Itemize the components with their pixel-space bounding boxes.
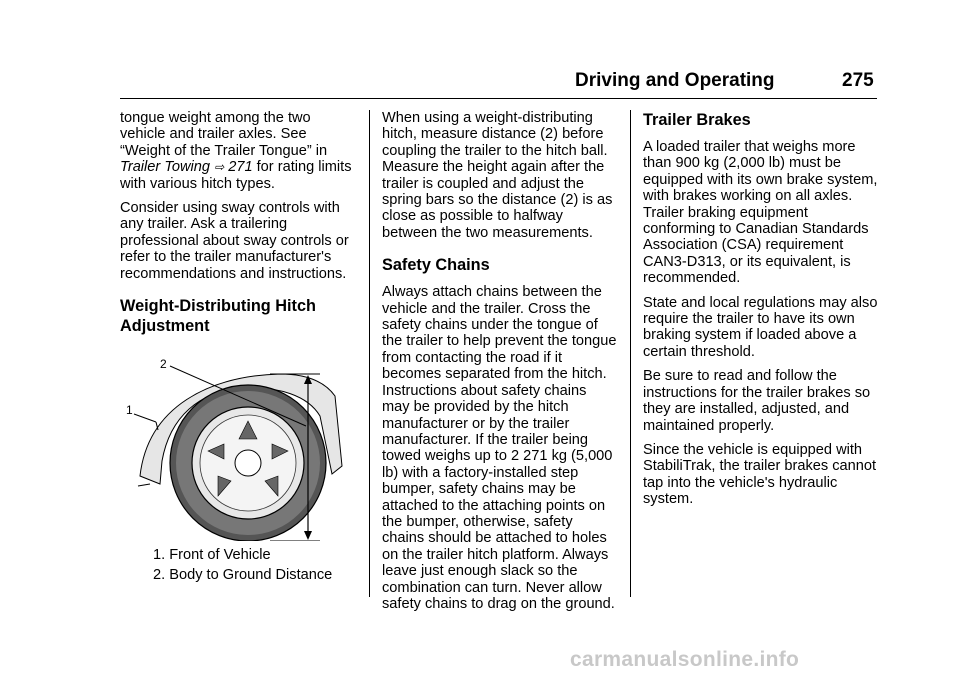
column-divider [369, 110, 370, 597]
paragraph-measure-distance: When using a weight-distributing hitch, measure distance (2) before coupling the trailer to the hitch ball. Measure the height again after the trailer is coupled and adjust the spring bars so the distance (2) is as close as possible to halfway between the two measurements. [382, 110, 613, 241]
column-2 [382, 110, 618, 620]
column-3 [643, 110, 879, 516]
reference-page: 271 [228, 159, 253, 176]
figure-caption [120, 547, 356, 584]
body-edge [138, 484, 150, 486]
page-reference-icon: ⇨ [214, 160, 225, 175]
column-1 [120, 110, 356, 588]
heading-weight-distributing-hitch: Weight-Distributing Hitch Adjustment [120, 297, 316, 336]
cross-reference-link[interactable] [120, 159, 253, 175]
heading-safety-chains: Safety Chains [382, 256, 490, 275]
heading-trailer-brakes: Trailer Brakes [643, 111, 751, 129]
wheel-illustration [120, 356, 356, 541]
paragraph-text: tongue weight among the two vehicle and trailer axles. See “Weight of the Trailer Tongue” in [120, 110, 328, 159]
paragraph-regulations: State and local regulations may also require the trailer to have its own braking system if loaded above a certain threshold. [643, 294, 878, 360]
section-title: Driving and Operating [575, 70, 775, 91]
callout-1-label: 1 [126, 403, 133, 418]
paragraph-sway-controls: Consider using sway controls with any trailer. Ask a trailering professional about sway controls or refer to the trailer manufacturer's recommendations and instructions. [120, 200, 349, 282]
caption-item-2: 2. Body to Ground Distance [153, 567, 333, 584]
paragraph-tongue-weight [120, 110, 356, 192]
page-number: 275 [842, 70, 874, 91]
callout-1-leader [134, 414, 156, 422]
paragraph-safety-chains: Always attach chains between the vehicle and the trailer. Cross the safety chains under the tongue of the trailer to help prevent the tongue from contacting the road if it becomes separated from the hitch. Instructions about safety chains may be provided by the hitch manufacturer or by the trailer manufacturer. If the trailer being towed weighs up to 2 271 kg (5,000 lb) with a factory-installed step bumper, safety chains may be attached to the attaching points on the bumper, otherwise, safety chains should be attached to holes on the trailer hitch platform. Always leave just enough slack so the combination can turn. Never allow safety chains to drag on the ground. [382, 284, 617, 612]
paragraph-instructions: Be sure to read and follow the instructions for the trailer brakes so they are installed, adjusted, and maintained properly. [643, 368, 871, 434]
paragraph-tail: for rating limits with various hitch types. [120, 159, 352, 192]
arrow-head-down [304, 531, 312, 540]
paragraph-brake-system: A loaded trailer that weighs more than 900 kg (2,000 lb) must be equipped with its own brake system, with brakes working on all axles. Trailer braking equipment conforming to Canadian Standards Association (CSA) requirement CAN3-D313, or its equivalent, is recommended. [643, 139, 878, 287]
header-divider [120, 98, 877, 99]
callout-2-label: 2 [160, 357, 167, 372]
caption-item-1: 1. Front of Vehicle [153, 547, 271, 564]
wheel-diagram [120, 356, 356, 541]
watermark: carmanualsonline.info [570, 648, 800, 671]
column-divider [630, 110, 631, 597]
paragraph-stabilitrak: Since the vehicle is equipped with StabiliTrak, the trailer brakes cannot tap into the vehicle's hydraulic system. [643, 441, 877, 508]
hub-cap [235, 450, 261, 476]
reference-title: Trailer Towing [120, 159, 211, 176]
